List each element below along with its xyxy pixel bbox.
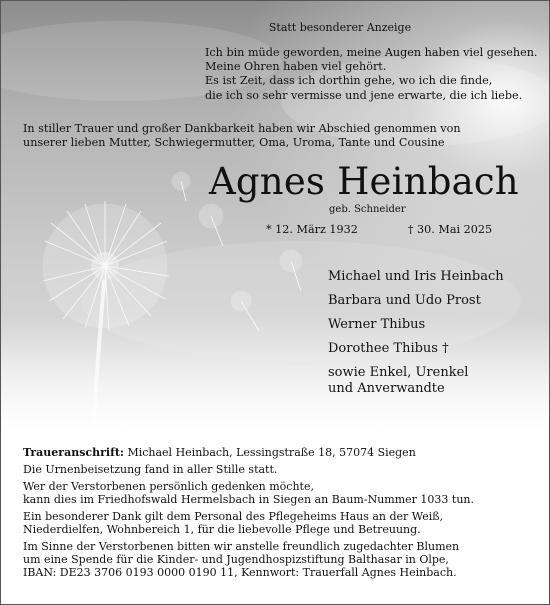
thanks-line: Niederdielfen, Wohnbereich 1, für die liebevolle Pflege und Betreuung. bbox=[23, 523, 421, 536]
maiden-name: geb. Schneider bbox=[329, 204, 406, 215]
mourners-list bbox=[328, 265, 504, 397]
funeral-address bbox=[23, 446, 533, 459]
donation-line: Im Sinne der Verstorbenen bitten wir anstelle freundlich zugedachter Blumen bbox=[23, 540, 460, 553]
mourner-extra: sowie Enkel, Urenkel bbox=[328, 365, 469, 380]
mourner: Barbara und Udo Prost bbox=[328, 293, 481, 308]
poem-line: die ich so sehr vermisse und jene erwarte, die ich liebe. bbox=[205, 88, 523, 102]
thanks-line: Ein besonderer Dank gilt dem Personal des Pflegeheims Haus an der Weiß, bbox=[23, 510, 444, 523]
death-date: † 30. Mai 2025 bbox=[407, 223, 493, 236]
footer-info bbox=[23, 446, 533, 583]
memorial-line: kann dies im Friedhofswald Hermelsbach in Siegen an Baum-Nummer 1033 tun. bbox=[23, 493, 474, 506]
poem bbox=[205, 46, 537, 103]
memorial-notice bbox=[23, 480, 533, 506]
mourner: Michael und Iris Heinbach bbox=[328, 269, 504, 284]
intro-line: unserer lieben Mutter, Schwiegermutter, Oma, Uroma, Tante und Cousine bbox=[23, 136, 445, 150]
notice-heading: Statt besonderer Anzeige bbox=[268, 21, 412, 34]
donation-line: IBAN: DE23 3706 0193 0000 0190 11, Kennwort: Trauerfall Agnes Heinbach. bbox=[23, 566, 457, 579]
mourner: Werner Thibus bbox=[328, 317, 426, 332]
poem-line: Meine Ohren haben viel gehört. bbox=[205, 60, 387, 74]
memorial-line: Wer der Verstorbenen persönlich gedenken möchte, bbox=[23, 480, 314, 493]
address-value: Michael Heinbach, Lessingstraße 18, 57074 Siegen bbox=[123, 446, 416, 459]
mourner: Dorothee Thibus † bbox=[328, 341, 449, 356]
poem-line: Ich bin müde geworden, meine Augen haben viel gesehen. bbox=[205, 46, 538, 59]
urn-notice: Die Urnenbeisetzung fand in aller Stille statt. bbox=[23, 463, 278, 476]
birth-date: * 12. März 1932 bbox=[266, 223, 358, 236]
poem-line: Es ist Zeit, dass ich dorthin gehe, wo ich die finde, bbox=[205, 74, 493, 88]
mourner-extra: und Anverwandte bbox=[328, 381, 445, 396]
thanks-notice bbox=[23, 510, 533, 536]
life-dates bbox=[266, 223, 492, 236]
donation-line: um eine Spende für die Kinder- und Jugendhospizstiftung Balthasar in Olpe, bbox=[23, 553, 449, 566]
intro-line: In stiller Trauer und großer Dankbarkeit haben wir Abschied genommen von bbox=[23, 122, 461, 135]
address-label: Traueranschrift: bbox=[23, 446, 124, 459]
intro-text bbox=[23, 122, 461, 150]
donation-notice bbox=[23, 540, 533, 579]
deceased-name: Agnes Heinbach bbox=[209, 160, 519, 203]
